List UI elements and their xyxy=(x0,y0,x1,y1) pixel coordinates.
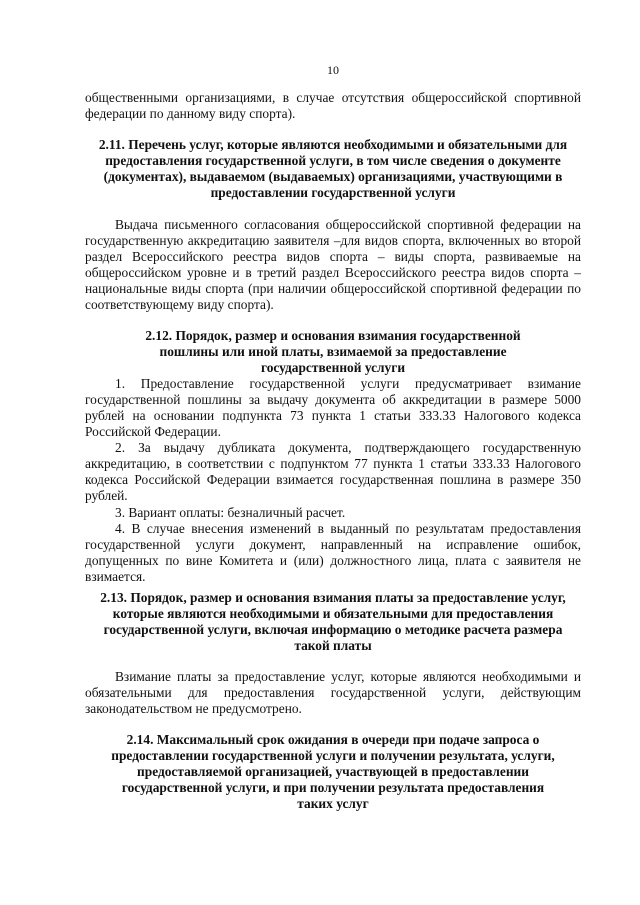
section-paragraph: Выдача письменного согласования общероссийской спортивной федерации на государственную аккредитацию заявителя –для видов спорта, включенных во второй раздел Всероссийского реестра видов спорта – виды спорта, развиваемые на общероссийском уровне и в третий раздел Всероссийского реестра видов спорта – национальные виды спорта (при наличии общероссийской спортивной федерации по соответствующему виду спорта). xyxy=(85,217,581,312)
section-paragraph: Взимание платы за предоставление услуг, которые являются необходимыми и обязательными для предоставления государственной услуги, действующим законодательством не предусмотрено. xyxy=(85,669,581,716)
section-paragraph: 1. Предоставление государственной услуги предусматривает взимание государственной пошлины за выдачу документа об аккредитации в размере 5000 рублей на основании подпункта 73 пункта 1 статьи 333.33 Налогового кодекса Российской Федерации. xyxy=(85,376,581,439)
section-heading-2-11: 2.11. Перечень услуг, которые являются необходимыми и обязательными для предоставления государственной услуги, в том числе сведения о документе (документах), выдаваемом (выдаваемых) организациями, участвующими в предоставлении государственной услуги xyxy=(98,137,568,200)
section-paragraph: 2. За выдачу дубликата документа, подтверждающего государственную аккредитацию, в соответствии с подпунктом 77 пункта 1 статьи 333.33 Налогового кодекса Российской Федерации взимается государственная пошлина в размере 350 рублей. xyxy=(85,440,581,503)
section-heading-2-12: 2.12. Порядок, размер и основания взимания государственной пошлины или иной платы, взимаемой за предоставление государственной услуги xyxy=(145,328,521,375)
section-paragraph: 4. В случае внесения изменений в выданный по результатам предоставления государственной услуги документ, направленный на исправление ошибок, допущенных по вине Комитета и (или) должностного лица, плата с заявителя не взимается. xyxy=(85,521,581,584)
intro-paragraph: общественными организациями, в случае отсутствия общероссийской спортивной федерации по данному виду спорта). xyxy=(85,90,581,121)
section-paragraph: 3. Вариант оплаты: безналичный расчет. xyxy=(115,505,346,520)
section-heading-2-14: 2.14. Максимальный срок ожидания в очереди при подаче запроса о предоставлении государственной услуги и получении результата, услуги, предоставляемой организацией, участвующей в предоставлении государственной услуги, и при получении результата предоставления таких услуг xyxy=(111,732,555,811)
section-heading-2-13: 2.13. Порядок, размер и основания взимания платы за предоставление услуг, которые являются необходимыми и обязательными для предоставления государственной услуги, включая информацию о методике расчета размера такой платы xyxy=(100,590,566,653)
page-number: 10 xyxy=(327,63,339,77)
